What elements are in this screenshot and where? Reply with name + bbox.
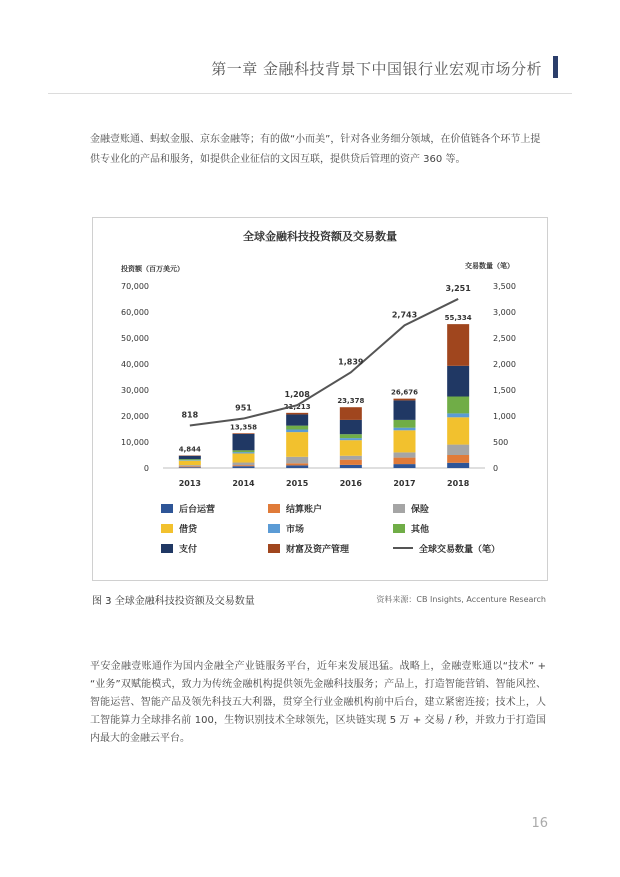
transactions-line [190, 299, 458, 426]
x-tick-label: 2018 [447, 479, 470, 488]
legend-swatch [161, 504, 173, 513]
bar-segment [340, 456, 362, 460]
bar-segment [286, 457, 308, 464]
legend-label: 保险 [411, 505, 430, 515]
legend-swatch [393, 504, 405, 513]
body-paragraph: 平安金融壹账通作为国内金融全产业链服务平台，近年来发展迅猛。战略上，金融壹账通以“技术” + “业务”双赋能模式，致力为传统金融机构提供领先金融科技服务；产品上，打造智能营销、智能风控、智能运营、智能产品及领先科技五大利器，贯穿全行业金融机构前中后台，建立紧密连接；技术上，人工智能算力全球排名前 100，生物识别技术全球领先，区块链实现 5 万 + 交易 / 秒，并致力于打造国内最大的金融云平台。 [90, 661, 546, 744]
bar-segment [340, 465, 362, 468]
bar-segment [394, 428, 416, 431]
y2-tick-label: 3,000 [493, 308, 516, 317]
bar-segment [340, 438, 362, 440]
bar-segment [394, 458, 416, 465]
bar-segment [447, 413, 469, 417]
legend-swatch [393, 524, 405, 533]
page-number: 16 [531, 816, 548, 831]
bar-segment [340, 460, 362, 465]
bar-segment [179, 465, 201, 466]
y-tick-label: 30,000 [121, 386, 149, 395]
bar-segment [447, 397, 469, 414]
bar-segment [179, 460, 201, 461]
legend-swatch [161, 544, 173, 553]
bar-segment [233, 434, 255, 450]
line-data-label: 2,743 [391, 310, 418, 320]
bar-segment [233, 453, 255, 462]
bar-total-label: 26,676 [390, 388, 419, 397]
bar-segment [447, 455, 469, 463]
legend-swatch [268, 524, 280, 533]
bar-segment [340, 420, 362, 434]
bar-segment [447, 417, 469, 444]
legend-label: 结算账户 [286, 505, 323, 515]
bar-segment [340, 434, 362, 438]
y-tick-label: 60,000 [121, 308, 149, 317]
y2-tick-label: 2,500 [493, 334, 516, 343]
figure-caption: 图 3 全球金融科技投资额及交易数量 [92, 596, 255, 607]
bar-segment [286, 432, 308, 457]
legend-label: 市场 [286, 525, 305, 535]
line-data-label: 951 [235, 403, 252, 413]
y2-tick-label: 2,000 [493, 360, 516, 369]
bar-segment [394, 430, 416, 452]
bar-segment [233, 433, 255, 434]
bar-segment [286, 414, 308, 425]
bar-segment [179, 461, 201, 465]
line-data-label: 1,839 [338, 357, 364, 367]
legend-label: 全球交易数量（笔） [419, 545, 501, 555]
bar-segment [233, 463, 255, 466]
bar-segment [447, 445, 469, 455]
bar-segment [340, 440, 362, 456]
legend-label: 财富及资产管理 [286, 545, 350, 555]
header-rule [48, 93, 572, 94]
intro-paragraph: 金融壹账通、蚂蚁金服、京东金融等；有的做“小而美”，针对各业务细分领域，在价值链各个环节上提供专业化的产品和服务，如提供企业征信的文因互联，提供贷后管理的资产 360 等。 [90, 134, 541, 165]
y2-tick-label: 500 [493, 438, 509, 447]
bar-segment [394, 400, 416, 420]
legend-swatch [268, 504, 280, 513]
bar-segment [447, 463, 469, 468]
chart-title: 全球金融科技投资额及交易数量 [243, 230, 397, 243]
y2-tick-label: 0 [493, 464, 499, 473]
bar-segment [394, 420, 416, 428]
y2-axis-label: 交易数量（笔） [465, 262, 514, 270]
y-tick-label: 40,000 [121, 360, 149, 369]
bar-segment [394, 399, 416, 401]
bar-segment [447, 324, 469, 366]
bar-segment [179, 456, 201, 459]
bar-segment [179, 467, 201, 468]
bar-total-label: 21,213 [283, 402, 311, 411]
bar-segment [286, 463, 308, 465]
y-tick-label: 50,000 [121, 334, 149, 343]
x-tick-label: 2014 [232, 479, 255, 488]
chart [93, 218, 547, 580]
y-tick-label: 70,000 [121, 282, 149, 291]
y2-tick-label: 3,500 [493, 282, 516, 291]
bar-segment [233, 452, 255, 453]
bar-segment [179, 466, 201, 467]
bar-segment [233, 465, 255, 466]
header-title: 第一章 金融科技背景下中国银行业宏观市场分析 [211, 60, 542, 78]
line-data-label: 1,208 [284, 390, 310, 400]
bar-segment [286, 413, 308, 415]
y-tick-label: 0 [143, 464, 149, 473]
legend-swatch [268, 544, 280, 553]
line-data-label: 3,251 [445, 283, 471, 293]
legend-label: 后台运营 [179, 505, 216, 515]
x-tick-label: 2015 [286, 479, 309, 488]
bar-segment [233, 466, 255, 468]
bar-total-label: 13,358 [229, 423, 258, 432]
bar-total-label: 23,378 [337, 397, 365, 406]
legend-label: 借贷 [179, 525, 198, 535]
bar-total-label: 55,334 [444, 314, 472, 323]
legend-swatch [161, 524, 173, 533]
y-tick-label: 10,000 [121, 438, 149, 447]
bar-segment [286, 465, 308, 468]
line-data-label: 818 [181, 410, 199, 420]
bar-segment [394, 464, 416, 468]
bar-segment [286, 430, 308, 433]
y-tick-label: 20,000 [121, 412, 149, 421]
x-tick-label: 2013 [178, 479, 201, 488]
legend-label: 其他 [411, 525, 430, 535]
bar-segment [179, 459, 201, 460]
y-axis-label: 投资额（百万美元） [121, 265, 184, 273]
x-tick-label: 2016 [339, 479, 362, 488]
bar-segment [286, 426, 308, 430]
figure-source: 资料来源：CB Insights, Accenture Research [376, 595, 546, 604]
x-tick-label: 2017 [393, 479, 416, 488]
figure-box [92, 217, 548, 581]
bar-segment [233, 450, 255, 452]
y2-tick-label: 1,500 [493, 386, 516, 395]
legend-label: 支付 [179, 545, 198, 555]
bar-segment [340, 407, 362, 420]
bar-segment [447, 366, 469, 397]
y2-tick-label: 1,000 [493, 412, 516, 421]
bar-segment [394, 452, 416, 457]
header-accent-bar [553, 56, 558, 78]
bar-total-label: 4,844 [178, 445, 201, 454]
